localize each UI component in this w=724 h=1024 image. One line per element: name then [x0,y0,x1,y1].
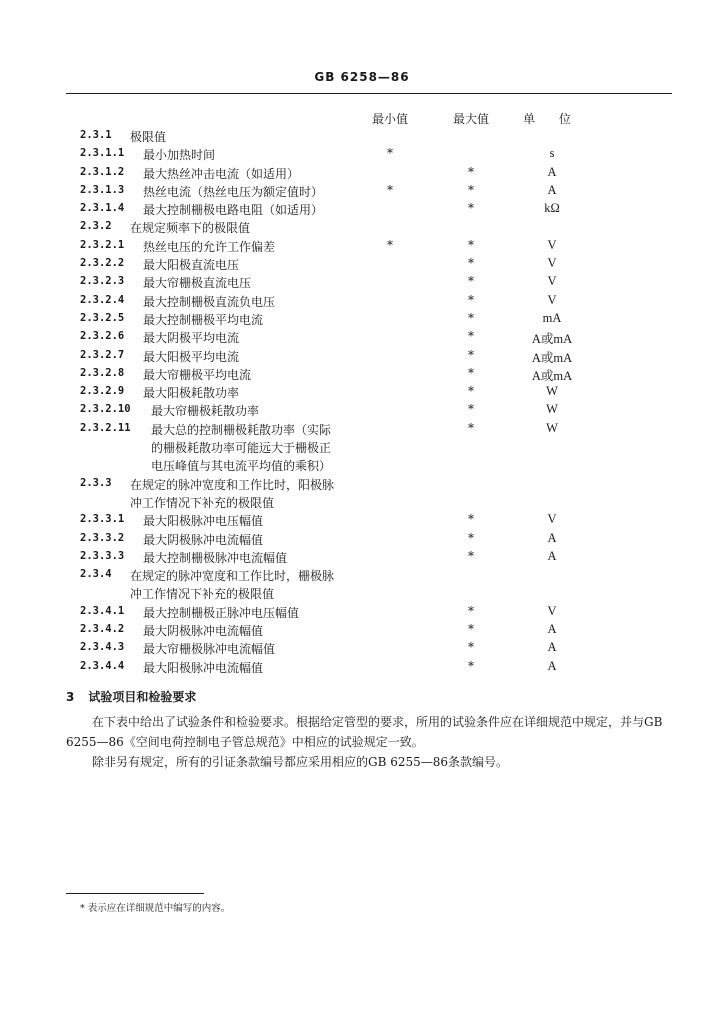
unit-value: A [547,164,557,179]
item-number: 2.3.3.3 [80,549,125,562]
item-label: 最大帘栅极脉冲电流幅值 [143,642,276,657]
unit-value: kΩ [544,201,560,216]
item-number: 2.3.2.11 [80,421,131,434]
table-row [0,146,724,164]
min-value-mark: * [387,237,393,252]
item-number: 2.3.4.2 [80,623,125,636]
item-number: 2.3.4.1 [80,604,125,617]
item-label: 最大控制栅极脉冲电流幅值 [143,550,288,565]
item-number: 2.3.2.10 [80,403,131,416]
unit-value: W [546,420,558,435]
table-row [0,421,724,439]
item-number: 2.3.2.3 [80,275,125,288]
item-label: 最大阳极耗散功率 [143,386,240,401]
unit-value: A或mA [531,332,573,347]
table-row [0,549,724,567]
max-value-mark: * [468,237,474,252]
max-value-mark: * [468,329,474,344]
item-number: 2.3.4 [80,568,112,581]
min-value-mark: * [387,182,393,197]
item-label: 最大控制栅极正脉冲电压幅值 [143,605,300,620]
table-row [0,329,724,347]
item-number: 2.3.3.2 [80,531,125,544]
table-row [0,640,724,658]
table-row [0,238,724,256]
table-row [0,183,724,201]
section-3-heading [66,688,196,705]
table-row [0,622,724,640]
item-label: 冲工作情况下补充的极限值 [130,587,275,602]
unit-value: V [547,292,557,307]
item-label: 在规定频率下的极限值 [130,221,251,236]
max-value-mark: * [468,310,474,325]
table-row [0,201,724,219]
unit-value: A [547,548,557,563]
max-value-mark: * [468,365,474,380]
max-value-mark: * [468,182,474,197]
item-label: 在规定的脉冲宽度和工作比时，阳极脉 [130,477,335,492]
max-value-mark: * [468,640,474,655]
item-label: 最大帘栅极耗散功率 [151,404,260,419]
unit-value: A [547,182,557,197]
table-row [0,531,724,549]
table-row [0,567,724,585]
max-value-mark: * [468,603,474,618]
unit-value: s [549,146,555,161]
unit-value: A [547,640,557,655]
item-label: 在规定的脉冲宽度和工作比时，栅极脉 [130,569,335,584]
section-3-paragraph-2: 除非另有规定，所有的引证条款编号都应采用相应的GB 6255—86条款编号。 [92,755,509,769]
item-number: 2.3.4.3 [80,641,125,654]
item-label: 最大阴极平均电流 [143,331,240,346]
table-row [0,293,724,311]
max-value-mark: * [468,292,474,307]
item-label: 最小加热时间 [143,148,216,163]
item-label: 最大阳极脉冲电流幅值 [143,660,264,675]
item-number: 2.3.2.4 [80,293,125,306]
max-value-mark: * [468,530,474,545]
item-label: 冲工作情况下补充的极限值 [130,495,275,510]
item-number: 2.3.2.2 [80,257,125,270]
unit-value: V [547,603,557,618]
table-row [0,274,724,292]
item-label: 最大热丝冲击电流（如适用） [143,166,300,181]
item-number: 2.3.3.1 [80,513,125,526]
unit-value: A或mA [531,350,573,365]
item-label: 的栅极耗散功率可能远大于栅极正 [151,441,332,456]
table-row [0,659,724,677]
unit-value: V [547,274,557,289]
max-value-mark: * [468,402,474,417]
max-value-mark: * [468,658,474,673]
item-number: 2.3.2.8 [80,366,125,379]
item-number: 2.3.1.4 [80,202,125,215]
max-value-mark: * [468,420,474,435]
item-number: 2.3.1 [80,129,112,141]
item-number: 2.3.3 [80,476,112,489]
min-value-mark: * [387,146,393,161]
item-label: 极限值 [130,130,167,144]
item-label: 最大控制栅极电路电阻（如适用） [143,203,324,218]
item-label: 最大帘栅极平均电流 [143,367,252,382]
unit-value: W [546,402,558,417]
item-label: 最大阳极直流电压 [143,258,240,273]
item-number: 2.3.2.9 [80,385,125,398]
max-value-mark: * [468,512,474,527]
unit-value: A [547,530,557,545]
table-row [0,457,724,475]
limits-table [0,128,724,677]
item-number: 2.3.1.3 [80,183,125,196]
column-header-min: 最小值 [371,112,408,126]
item-number: 2.3.2.1 [80,238,125,251]
item-number: 2.3.2.5 [80,311,125,324]
item-label: 最大阳极脉冲电压幅值 [143,514,264,529]
max-value-mark: * [468,622,474,637]
header-rule [66,93,672,94]
table-row [0,165,724,183]
column-header-max: 最大值 [452,112,489,126]
unit-value: A或mA [531,368,573,383]
max-value-mark: * [468,164,474,179]
table-row [0,219,724,237]
max-value-mark: * [468,256,474,271]
max-value-mark: * [468,548,474,563]
footnote-rule [66,893,204,894]
section-3-title: 试验项目和检验要求 [88,690,197,704]
table-row [0,476,724,494]
table-row [0,311,724,329]
item-label: 最大控制栅极直流负电压 [143,294,276,309]
item-label: 最大阴极脉冲电流幅值 [143,624,264,639]
unit-value: V [547,237,557,252]
column-header-unit: 单 位 [523,112,581,126]
table-row [0,604,724,622]
footnote: * 表示应在详细规范中编写的内容。 [80,903,231,914]
table-row [0,585,724,603]
item-label: 最大阴极脉冲电流幅值 [143,532,264,547]
unit-value: W [546,384,558,399]
item-number: 2.3.2 [80,220,112,233]
unit-value: A [547,622,557,637]
item-label: 最大控制栅极平均电流 [143,312,264,327]
max-value-mark: * [468,201,474,216]
table-row [0,128,724,146]
table-row [0,512,724,530]
table-row [0,366,724,384]
item-number: 2.3.2.7 [80,348,125,361]
max-value-mark: * [468,347,474,362]
item-label: 最大阳极平均电流 [143,349,240,364]
item-number: 2.3.1.1 [80,147,125,160]
unit-value: V [547,256,557,271]
item-number: 2.3.1.2 [80,165,125,178]
unit-value: V [547,512,557,527]
item-label: 热丝电压的允许工作偏差 [143,239,276,254]
table-row [0,348,724,366]
item-label: 最大总的控制栅极耗散功率（实际 [151,422,332,437]
table-row [0,256,724,274]
item-number: 2.3.2.6 [80,330,125,343]
unit-value: mA [542,310,562,325]
item-label: 电压峰值与其电流平均值的乘积） [151,459,332,474]
max-value-mark: * [468,384,474,399]
table-row [0,402,724,420]
item-label: 热丝电流（热丝电压为额定值时） [143,184,324,199]
table-row [0,439,724,457]
table-row [0,384,724,402]
unit-value: A [547,658,557,673]
section-3-paragraph-1: 在下表中给出了试验条件和检验要求。根据给定管型的要求，所用的试验条件应在详细规范中规定，并与GB 6255—86《空间电荷控制电子管总规范》中相应的试验规定一致。 [66,715,663,749]
page-header: GB 6258—86 [314,70,410,84]
column-headers [0,110,724,130]
item-label: 最大帘栅极直流电压 [143,276,252,291]
section-3-number: 3 [66,690,75,704]
max-value-mark: * [468,274,474,289]
item-number: 2.3.4.4 [80,659,125,672]
table-row [0,494,724,512]
